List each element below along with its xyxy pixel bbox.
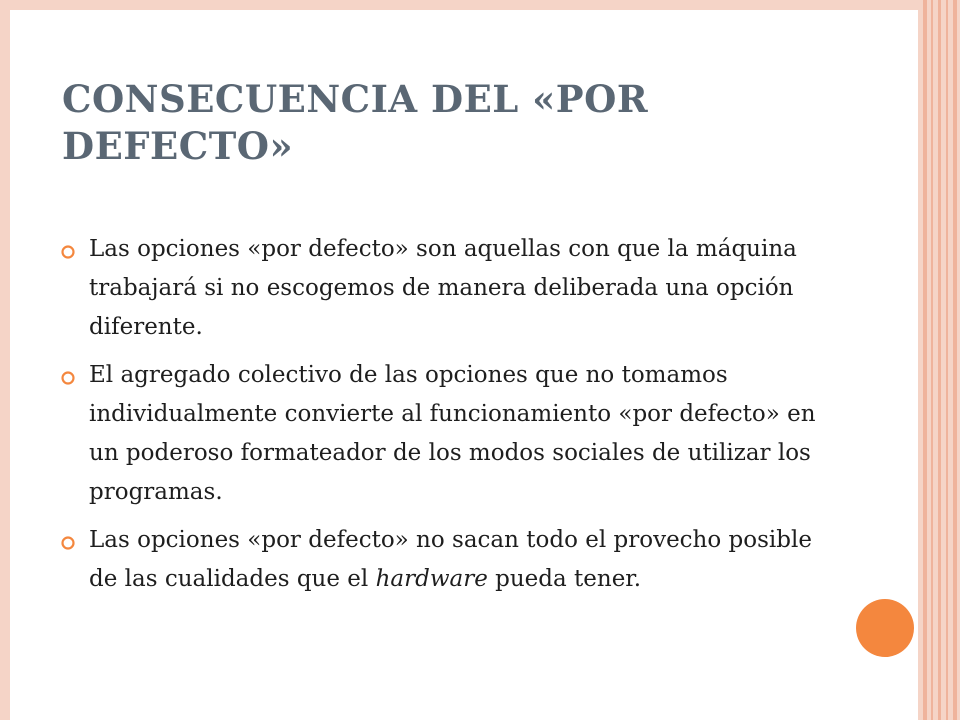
stripe xyxy=(931,0,933,720)
hollow-circle-bullet-icon xyxy=(61,371,75,385)
hollow-circle-bullet-icon xyxy=(61,245,75,259)
bullet-item xyxy=(58,230,838,347)
hollow-circle-bullet-icon xyxy=(61,536,75,550)
stripe xyxy=(946,0,948,720)
stripe xyxy=(923,0,927,720)
bullet-item xyxy=(58,356,838,512)
stripe xyxy=(953,0,957,720)
slide-title: CONSECUENCIA DEL «POR DEFECTO» xyxy=(62,77,649,168)
stripe xyxy=(938,0,941,720)
bullet-text: Las opciones «por defecto» son aquellas con que la máquina trabajará si no escogemos de manera deliberada una opción diferente. xyxy=(89,236,797,340)
top-border xyxy=(0,0,918,10)
right-decorative-stripes xyxy=(918,0,960,720)
bullet-item xyxy=(58,521,838,599)
bullet-text-before: Las opciones «por defecto» no sacan todo el provecho posible de las cualidades que el xyxy=(89,527,812,592)
decorative-circle xyxy=(856,599,914,657)
bullet-text-italic: hardware xyxy=(375,566,488,592)
bullet-text-after: pueda tener. xyxy=(487,566,642,592)
bullet-text: El agregado colectivo de las opciones que no tomamos individualmente convierte al funcionamiento «por defecto» en un poderoso formateador de los modos sociales de utilizar los programas. xyxy=(89,362,816,505)
left-border xyxy=(0,0,10,720)
bullet-list xyxy=(58,230,838,608)
